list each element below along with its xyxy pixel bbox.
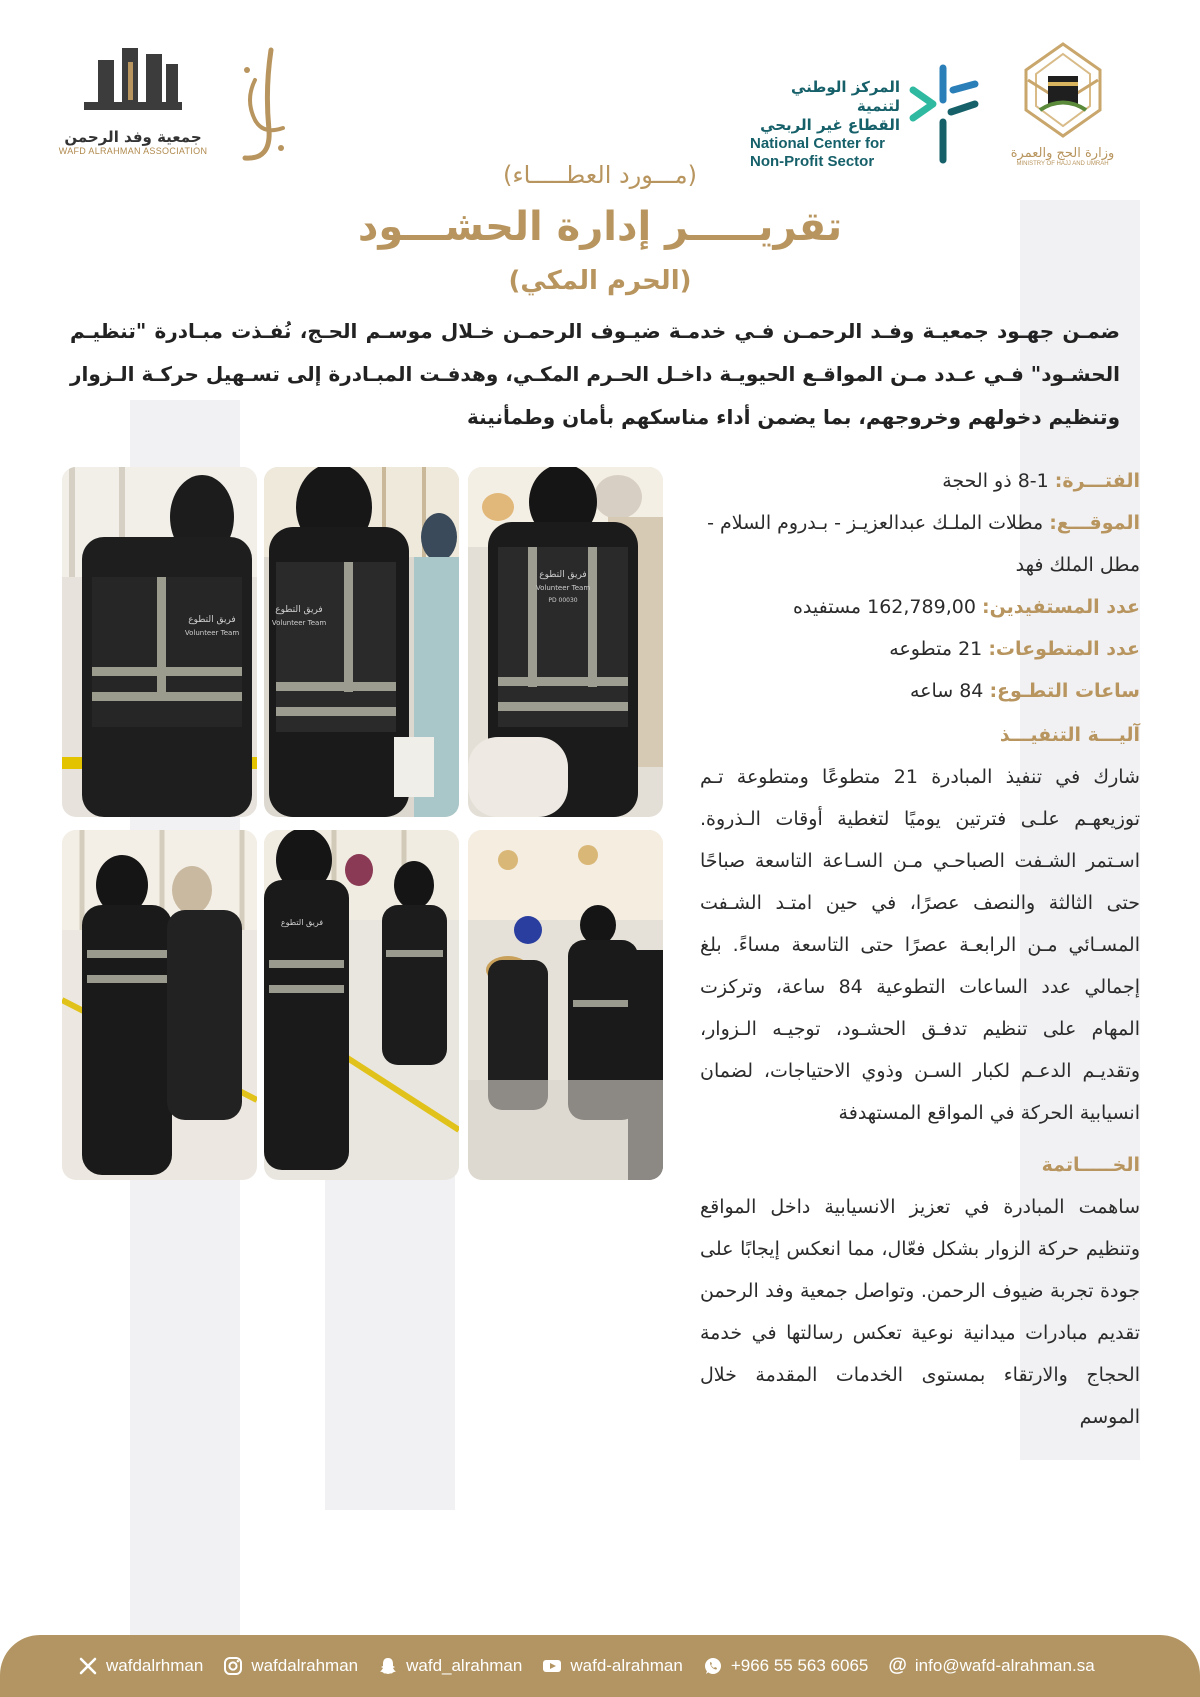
wafd-logo [48,40,218,170]
beneficiaries-value: 162,789,00 مستفيده [792,596,976,618]
location-row [700,502,1140,586]
conclusion-heading: الخـــــاتمة [1041,1154,1140,1176]
vest-label-en: Volunteer Team [271,619,327,627]
ncnp-name-en-1: National Center for [750,135,886,152]
photo-volunteers-6 [468,830,663,1180]
whatsapp-number: +966 55 563 6065 [730,1656,869,1675]
ministry-logo [1000,40,1125,180]
vest-label-ar: فريق التطوع [188,615,236,625]
ncnp-name-ar-2: القطاع غير الربحي [760,116,900,134]
footer-whatsapp-link[interactable] [703,1656,869,1676]
report-subtitle: (مـــورد العطـــــاء) [502,161,697,189]
photo-volunteers-2 [264,467,459,817]
instagram-handle: wafdalrahman [251,1656,359,1675]
hajj-calligraphy-icon [225,40,295,170]
footer-contacts [78,1635,1095,1697]
footer-youtube-link[interactable] [542,1656,682,1676]
report-location-title: (الحرم المكي) [508,266,692,296]
footer-email-link[interactable] [888,1655,1094,1677]
conclusion-text: ساهمت المبادرة في تعزيز الانسيابية داخل المواقع وتنظيم حركة الزوار بشكل فعّال، مما انعكس إيجابًا على جودة تجربة ضيوف الرحمن. وتواصل جمعية وفد الرحمن تقديم مبادرات ميدانية نوعية تعكس رسالتها في خدمة الحجاج والارتقاء بمستوى الخدمات المقدمة خلال الموسم [700,1196,1140,1428]
photo-volunteers-1 [62,467,257,817]
photo-volunteers-3 [468,467,663,817]
mechanism-heading: آليـــة التنفيـــذ [999,724,1140,746]
photo-grid [62,467,672,1182]
wafd-name-en: WAFD ALRAHMAN ASSOCIATION [58,146,208,156]
report-title-block [300,155,900,303]
youtube-icon [542,1656,562,1676]
x-icon [78,1656,98,1676]
beneficiaries-label: عدد المستفيدين: [981,596,1140,618]
volunteers-row [700,628,1140,670]
beneficiaries-row [700,586,1140,628]
ministry-name-en: MINISTRY OF HAJJ AND UMRAH [1016,161,1109,167]
intro-paragraph: ضمـن جهـود جمعيـة وفـد الرحمـن فـي خدمـة ضيـوف الرحمـن خـلال موسـم الحـج، نُفـذت مبـادرة "تنظيـم الحشـود" فـي عـدد مـن المواقـع الحيويـة داخـل الحـرم المكـي، وهدفـت المبـادرة إلى تسـهيل حركـة الـزوار وتنظيم دخولهم وخروجهم، بما يضمن أداء مناسكهم بأمان وطمأنينة [70,319,1120,429]
vest-label-ar: فريق التطوع [280,918,324,927]
vest-label-en: Volunteer Team [184,629,240,637]
wafd-emblem-icon [78,40,188,120]
email-address: info@wafd-alrahman.sa [914,1656,1095,1675]
vest-code: PD 00030 [548,597,578,604]
vest-label-ar: فريق التطوع [275,605,323,615]
volunteers-label: عدد المتطوعات: [988,638,1140,660]
hours-label: ساعات التطـوع: [989,680,1140,702]
youtube-handle: wafd-alrahman [570,1656,683,1675]
location-label: الموقـــع: [1049,512,1140,534]
photo-volunteers-5 [264,830,459,1180]
photo-volunteers-4 [62,830,257,1180]
footer-instagram-link[interactable] [223,1656,358,1676]
footer-x-link[interactable] [78,1656,203,1676]
footer-snapchat-link[interactable] [378,1656,522,1676]
hours-row [700,670,1140,712]
ncnp-emblem-icon [905,60,985,170]
vest-label-ar: فريق التطوع [539,570,587,580]
footer-bar [0,1635,1200,1697]
snapchat-icon [378,1656,398,1676]
hajj-calligraphy-logo [225,40,295,170]
instagram-icon [223,1656,243,1676]
whatsapp-icon [703,1656,723,1676]
report-details [700,460,1140,1438]
period-value: 1-8 ذو الحجة [942,470,1049,492]
period-label: الفتـــرة: [1054,470,1140,492]
mechanism-text: شارك في تنفيذ المبادرة 21 متطوعًا ومتطوعة تـم توزيعهـم علـى فترتين يوميًا لتغطية أوقات الـذروة. اسـتمر الشـفت الصباحـي مـن السـاعة التاسعة صباحًا حتى الثالثة والنصف عصرًا، في حين امتـد الشـفت المسـائي مـن الرابعـة عصرًا حتى التاسعة مساءً. بلغ إجمالي عدد الساعات التطوعية 84 ساعة، وتركزت المهام على تنظيم تدفـق الحشـود، توجيـه الـزوار، وتقديـم الدعـم لكبار السـن وذوي الاحتياجات، لضمان انسيابية الحركة في المواقع المستهدفة [700,766,1140,1124]
location-value: مطلات الملـك عبدالعزيـز - بـدروم السلام - مطل الملك فهد [707,512,1140,576]
snapchat-handle: wafd_alrahman [406,1656,523,1675]
ncnp-name-en-2: Non-Profit Sector [750,153,875,170]
x-handle: wafdalrhman [106,1656,204,1675]
ncnp-logo [750,60,985,170]
wafd-name-ar: جمعية وفد الرحمن [64,128,202,146]
report-title: تقريـــــر إدارة الحشـــود [357,204,843,250]
ncnp-name-ar-1: المركز الوطني لتنمية [790,78,900,115]
period-row [700,460,1140,502]
hours-value: 84 ساعه [909,680,984,702]
vest-label-en: Volunteer Team [535,584,591,592]
kaaba-emblem-icon [1018,40,1108,140]
ministry-name-ar: وزارة الحج والعمرة [1010,146,1115,161]
volunteers-value: 21 متطوعه [889,638,983,660]
at-icon: @ [888,1655,907,1676]
